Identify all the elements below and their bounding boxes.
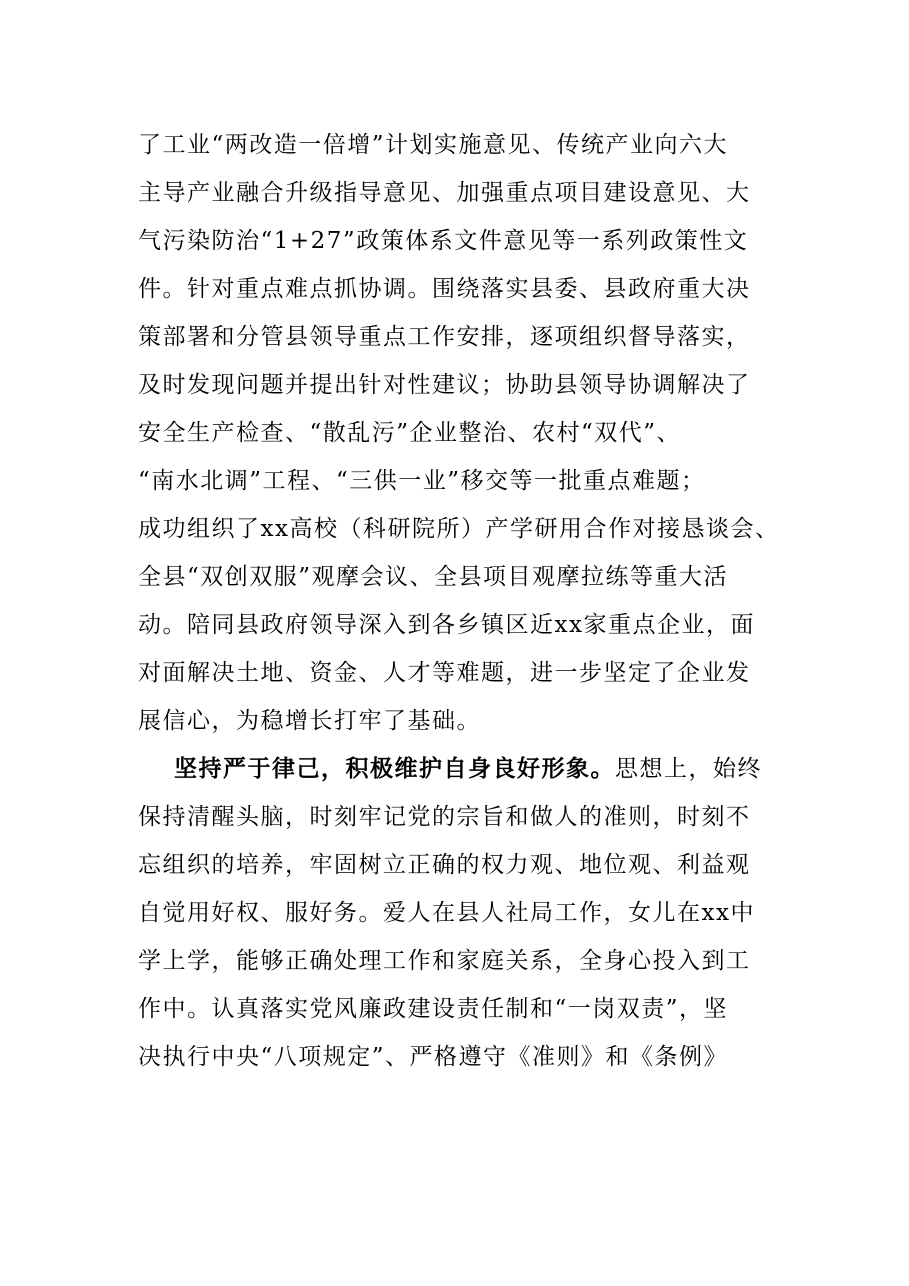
paragraph-1-line-4: 件。针对重点难点抓协调。围绕落实县委、县政府重大决 [138,276,751,302]
paragraph-2-lead-heading: 坚持严于律己，积极维护自身良好形象。 [174,755,615,782]
paragraph-1-line-12: 对面解决土地、资金、人才等难题，进一步坚定了企业发 [138,660,751,686]
paragraph-1-line-13: 展信心，为稳增长打牢了基础。 [138,708,481,734]
paragraph-2-line-3: 忘组织的培养，牢固树立正确的权力观、地位观、利益观 [138,852,751,878]
paragraph-1-line-11: 动。陪同县政府领导深入到各乡镇区近xx家重点企业，面 [138,612,755,638]
paragraph-2-line-6: 作中。认真落实党风廉政建设责任制和“一岗双责”，坚 [138,996,729,1022]
paragraph-2-line-1 [174,754,762,784]
paragraph-1-line-2: 主导产业融合升级指导意见、加强重点项目建设意见、大 [138,180,751,206]
paragraph-1-line-10: 全县“双创双服”观摩会议、全县项目观摩拉练等重大活 [138,564,729,590]
paragraph-2-line-4: 自觉用好权、服好务。爱人在县人社局工作，女儿在xx中 [138,900,755,926]
paragraph-2-line-1-rest: 思想上，始终 [615,756,762,782]
paragraph-1-line-9: 成功组织了xx高校（科研院所）产学研用合作对接恳谈会、 [138,516,780,542]
paragraph-1-line-6: 及时发现问题并提出针对性建议；协助县领导协调解决了 [138,372,751,398]
paragraph-1-line-3: 气污染防治“1+27”政策体系文件意见等一系列政策性文 [138,228,749,254]
paragraph-1-line-8: “南水北调”工程、“三供一业”移交等一批重点难题； [138,468,706,494]
paragraph-2-line-5: 学上学，能够正确处理工作和家庭关系，全身心投入到工 [138,948,751,974]
paragraph-1-line-5: 策部署和分管县领导重点工作安排，逐项组织督导落实， [138,324,751,350]
paragraph-1-line-7: 安全生产检查、“散乱污”企业整治、农村“双代”、 [138,420,682,446]
paragraph-1-line-1: 了工业“两改造一倍增”计划实施意见、传统产业向六大 [138,132,729,158]
paragraph-2-line-2: 保持清醒头脑，时刻牢记党的宗旨和做人的准则，时刻不 [138,804,751,830]
paragraph-2-line-7: 决执行中央“八项规定”、严格遵守《准则》和《条例》 [138,1044,729,1070]
